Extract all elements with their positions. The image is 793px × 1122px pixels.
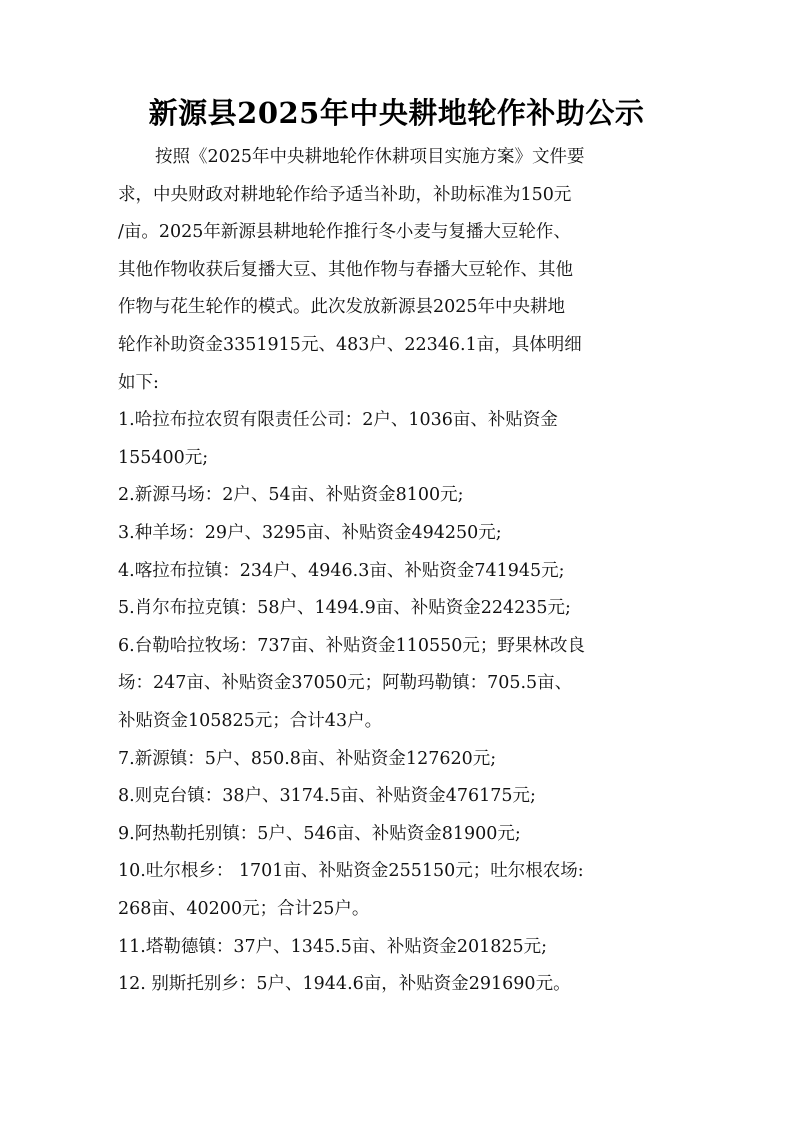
list-item-line: 8.则克台镇：38户、3174.5亩、补贴资金476175元; <box>118 786 536 807</box>
intro-line: 按照《2025年中央耕地轮作休耕项目实施方案》文件要 <box>155 147 585 167</box>
list-item-line: 155400元; <box>118 447 209 468</box>
list-item-line: 5.肖尔布拉克镇：58户、1494.9亩、补贴资金224235元; <box>118 598 571 619</box>
intro-line: 其他作物收获后复播大豆、其他作物与春播大豆轮作、其他 <box>118 259 573 280</box>
intro-line: 轮作补助资金3351915元、483户、22346.1亩，具体明细 <box>118 335 582 355</box>
list-item-line: 补贴资金105825元；合计43户。 <box>118 711 383 731</box>
intro-line: 作物与花生轮作的模式。此次发放新源县2025年中央耕地 <box>118 297 566 318</box>
list-item-line: 9.阿热勒托别镇：5户、546亩、补贴资金81900元; <box>118 823 521 844</box>
list-item-line: 1.哈拉布拉农贸有限责任公司：2户、1036亩、补贴资金 <box>118 410 558 431</box>
list-item-line: 11.塔勒德镇：37户、1345.5亩、补贴资金201825元; <box>118 936 548 957</box>
list-item-line: 10.吐尔根乡： 1701亩、补贴资金255150元；吐尔根农场: <box>118 861 584 882</box>
intro-line: 求，中央财政对耕地轮作给予适当补助，补助标准为150元 <box>118 184 572 205</box>
list-item-line: 7.新源镇：5户、850.8亩、补贴资金127620元; <box>118 748 497 769</box>
list-item-line: 6.台勒哈拉牧场：737亩、补贴资金110550元；野果林改良 <box>118 635 585 656</box>
list-item-line: 2.新源马场：2户、54亩、补贴资金8100元; <box>118 485 464 506</box>
list-item-line: 12. 别斯托别乡：5户、1944.6亩，补贴资金291690元。 <box>118 974 571 995</box>
intro-line: 如下: <box>118 372 159 393</box>
document-title: 新源县2025年中央耕地轮作补助公示 <box>148 96 645 130</box>
list-item-line: 4.喀拉布拉镇：234户、4946.3亩、补贴资金741945元; <box>118 560 565 581</box>
intro-line: /亩。2025年新源县耕地轮作推行冬小麦与复播大豆轮作、 <box>118 222 571 243</box>
list-item-line: 场：247亩、补贴资金37050元；阿勒玛勒镇：705.5亩、 <box>118 673 573 694</box>
list-item-line: 3.种羊场：29户、3295亩、补贴资金494250元; <box>118 523 502 543</box>
list-item-line: 268亩、40200元；合计25户。 <box>118 899 370 919</box>
